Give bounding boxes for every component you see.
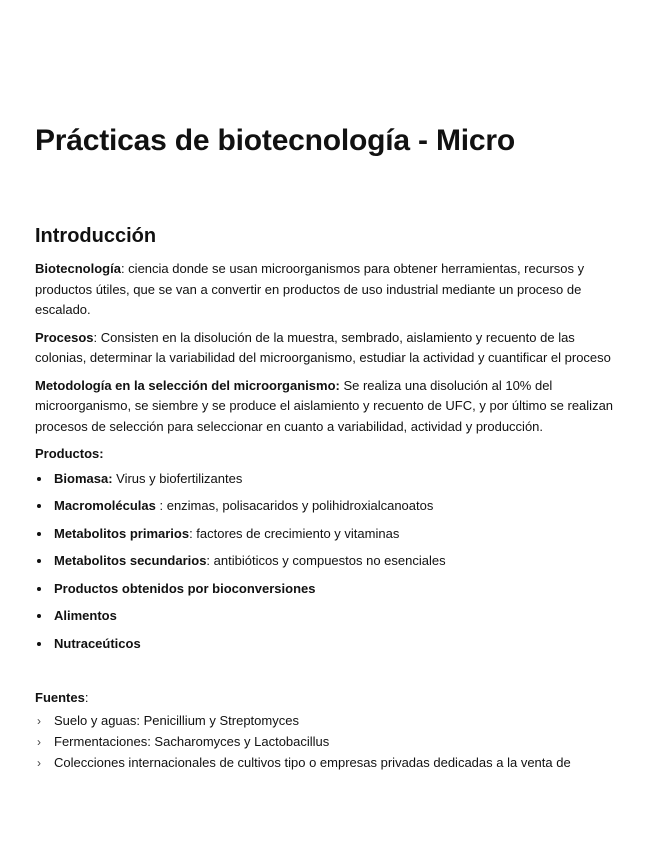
bullet-icon: [37, 614, 41, 618]
chevron-right-icon: ›: [37, 755, 41, 770]
list-item: [35, 469, 615, 497]
section-heading: Introducción: [35, 225, 157, 247]
term: Procesos: [35, 329, 94, 345]
colon: :: [84, 690, 89, 705]
chevron-right-icon: ›: [37, 734, 41, 749]
term: Productos obtenidos por bioconversiones: [54, 580, 316, 596]
term: Nutraceúticos: [54, 635, 141, 651]
term: Alimentos: [54, 608, 117, 623]
definition: : antibióticos y compuestos no esenciales: [206, 553, 446, 568]
paragraph-metodologia: [35, 376, 615, 438]
list-item: [35, 732, 615, 753]
list-item: [35, 579, 615, 607]
definition: : enzimas, polisacaridos y polihidroxialcanoatos: [155, 498, 434, 513]
productos-label: [35, 444, 615, 465]
list-item: [35, 634, 615, 662]
document-body: [35, 259, 615, 774]
paragraph-procesos: [35, 328, 615, 369]
label: Productos:: [35, 446, 104, 461]
term: Biotecnología: [35, 261, 121, 276]
term: Metabolitos secundarios: [54, 553, 207, 568]
page-title: Prácticas de biotecnología - Micro: [35, 124, 515, 157]
list-item: [35, 551, 615, 579]
chevron-right-icon: ›: [37, 713, 41, 728]
fuentes-list: [35, 711, 615, 774]
list-item: [35, 606, 615, 634]
term: Biomasa:: [54, 470, 113, 486]
item-text: Colecciones internacionales de cultivos tipo o empresas privadas dedicadas a la venta de: [54, 754, 571, 770]
item-text: Suelo y aguas: Penicillium y Streptomyces: [54, 712, 299, 728]
productos-list: [35, 469, 615, 662]
bullet-icon: [37, 559, 41, 563]
label: Fuentes: [35, 690, 85, 705]
definition: : factores de crecimiento y vitaminas: [189, 525, 400, 541]
list-item: [35, 711, 615, 732]
definition: Virus y biofertilizantes: [112, 470, 243, 486]
term: Metodología en la selección del microorganismo:: [35, 377, 340, 393]
list-item: [35, 753, 615, 774]
term: Metabolitos primarios: [54, 525, 190, 541]
bullet-icon: [37, 504, 41, 508]
bullet-icon: [37, 477, 41, 481]
bullet-icon: [37, 642, 41, 646]
list-item: [35, 524, 615, 552]
definition: : ciencia donde se usan microorganismos para obtener herramientas, recursos y productos útiles, que se van a convertir en productos de uso industrial mediante un proceso de escalado.: [35, 261, 585, 317]
bullet-icon: [37, 532, 41, 536]
paragraph-biotecnologia: [35, 259, 615, 321]
definition: Se realiza una disolución al 10% del microorganismo, se siembre y se produce el aislamiento y recuento de UFC, y por último se realizan procesos de selección para seleccionar en cuanto a variabilidad, actividad y producción.: [35, 377, 614, 434]
definition: : Consisten en la disolución de la muestra, sembrado, aislamiento y recuento de las colonias, determinar la variabilidad del microorganismo, estudiar la actividad y cuantificar el proceso: [35, 329, 611, 365]
list-item: [35, 496, 615, 524]
item-text: Fermentaciones: Sacharomyces y Lactobacillus: [54, 733, 330, 749]
fuentes-label: [35, 688, 615, 709]
bullet-icon: [37, 587, 41, 591]
term: Macromoléculas: [54, 498, 156, 513]
